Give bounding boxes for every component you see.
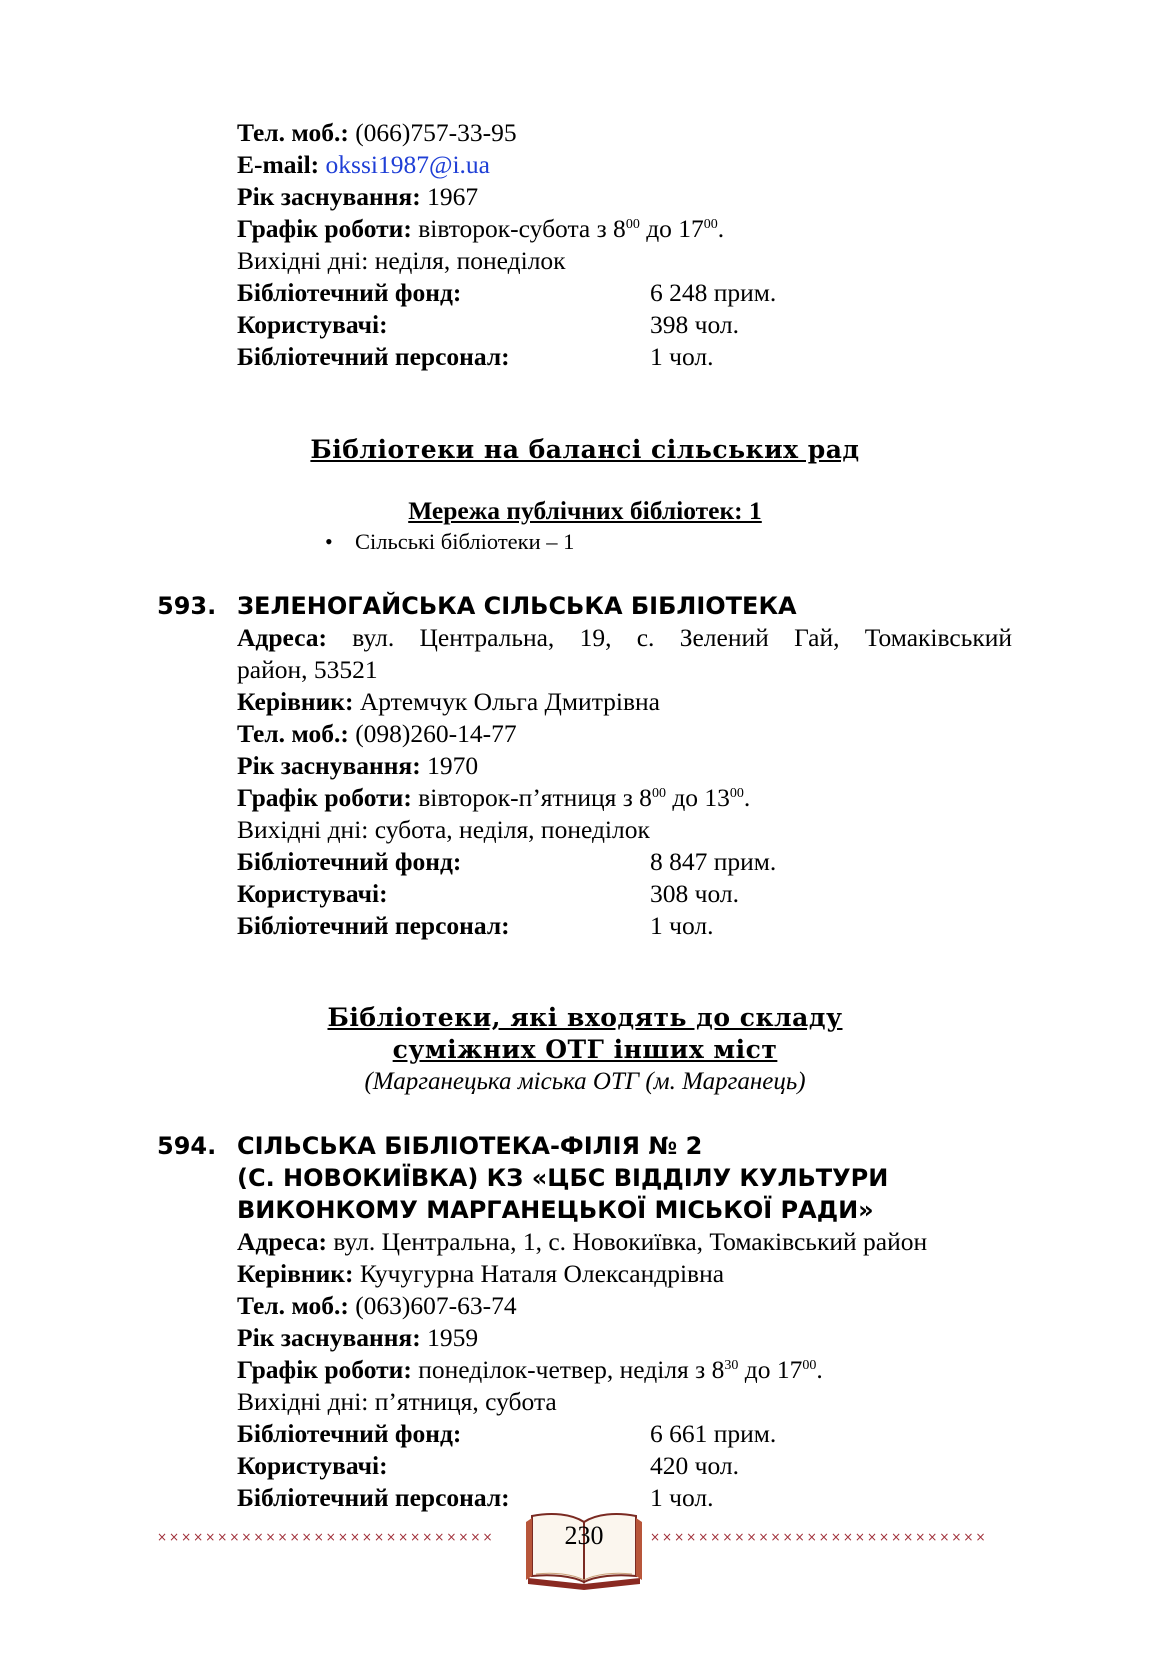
head-line [237, 686, 660, 718]
entry-title-3: ВИКОНКОМУ МАРГАНЕЦЬКОЇ МІСЬКОЇ РАДИ» [237, 1196, 874, 1224]
year-value: 1967 [427, 182, 479, 211]
year-label: Рік заснування: [237, 1323, 421, 1352]
users-label: Користувачі: [237, 1451, 388, 1480]
section-heading-village-councils: Бібліотеки на балансі сільських рад [310, 435, 860, 464]
fund-label: Бібліотечний фонд: [237, 278, 462, 307]
users-value: 398 чол. [650, 310, 739, 339]
email-label: E-mail: [237, 150, 320, 179]
schedule-text: вівторок-п’ятниця з 8 [418, 783, 652, 812]
staff-value: 1 чол. [650, 911, 714, 940]
tel-value: (098)260-14-77 [355, 719, 517, 748]
tel-label: Тел. моб.: [237, 719, 349, 748]
schedule-end: . [743, 783, 751, 812]
section-note: (Марганецька міська ОТГ (м. Марганець) [364, 1068, 806, 1095]
page-number: 230 [564, 1521, 604, 1550]
tel-line [237, 1290, 517, 1322]
schedule-sup: 30 [724, 1358, 739, 1373]
top-tel-line [237, 117, 517, 149]
fund-label: Бібліотечний фонд: [237, 1419, 462, 1448]
top-days-off: Вихідні дні: неділя, понеділок [237, 246, 566, 275]
entry-number: 594. [157, 1132, 217, 1160]
entry-title: СІЛЬСЬКА БІБЛІОТЕКА-ФІЛІЯ № 2 [237, 1132, 703, 1160]
network-subheading: Мережа публічних бібліотек: 1 [408, 496, 762, 525]
schedule-end: . [816, 1355, 823, 1384]
head-label: Керівник: [237, 1259, 354, 1288]
head-value: Артемчук Ольга Дмитрівна [359, 687, 660, 716]
year-line [237, 1322, 478, 1354]
users-label: Користувачі: [237, 879, 388, 908]
schedule-text: до 13 [665, 783, 730, 812]
head-value: Кучугурна Наталя Олександрівна [359, 1259, 725, 1288]
fund-value: 6 248 прим. [650, 278, 777, 307]
section-heading-otg: Бібліотеки, які входять до складу [327, 1003, 843, 1032]
schedule-sup: 00 [802, 1358, 817, 1373]
head-label: Керівник: [237, 687, 354, 716]
top-year-line [237, 181, 478, 213]
schedule-text: до 17 [738, 1355, 803, 1384]
footer-ornament-right: ×××××××××××××××××××××××××××× [650, 1530, 988, 1544]
schedule-sup: 00 [729, 786, 744, 801]
address-line-2: район, 53521 [237, 655, 378, 684]
schedule-sup: 00 [625, 217, 640, 232]
schedule-text: вівторок-субота з 8 [418, 214, 626, 243]
address-value: вул. Центральна, 19, с. Зелений Гай, Томаківський [352, 623, 1013, 652]
tel-label: Тел. моб.: [237, 118, 349, 147]
users-label: Користувачі: [237, 310, 388, 339]
entry-number: 593. [157, 592, 217, 620]
schedule-sup: 00 [651, 786, 666, 801]
year-label: Рік заснування: [237, 751, 421, 780]
tel-line [237, 718, 517, 750]
schedule-sup: 00 [703, 217, 718, 232]
email-link[interactable]: okssi1987@i.ua [325, 150, 490, 179]
schedule-label: Графік роботи: [237, 1355, 412, 1384]
entry-title: ЗЕЛЕНОГАЙСЬКА СІЛЬСЬКА БІБЛІОТЕКА [237, 592, 797, 620]
bullet-item: Сільські бібліотеки – 1 [355, 529, 575, 554]
days-off: Вихідні дні: п’ятниця, субота [237, 1387, 557, 1416]
bullet-icon: • [325, 529, 333, 554]
entry-title-2: (С. НОВОКИЇВКА) КЗ «ЦБС ВІДДІЛУ КУЛЬТУРИ [237, 1164, 889, 1192]
tel-value: (063)607-63-74 [355, 1291, 517, 1320]
staff-label: Бібліотечний персонал: [237, 911, 510, 940]
schedule-line [237, 1354, 823, 1386]
fund-value: 6 661 прим. [650, 1419, 777, 1448]
top-schedule-line [237, 213, 724, 245]
days-off: Вихідні дні: субота, неділя, понеділок [237, 815, 650, 844]
year-value: 1959 [427, 1323, 479, 1352]
year-value: 1970 [427, 751, 479, 780]
schedule-end: . [717, 214, 725, 243]
footer-ornament-left: ×××××××××××××××××××××××××××× [157, 1530, 495, 1544]
schedule-text: до 17 [639, 214, 704, 243]
top-email-line [237, 149, 490, 181]
head-line [237, 1258, 724, 1290]
schedule-label: Графік роботи: [237, 783, 412, 812]
staff-label: Бібліотечний персонал: [237, 342, 510, 371]
schedule-text: понеділок-четвер, неділя з 8 [418, 1355, 725, 1384]
schedule-line [237, 782, 750, 814]
address-value: вул. Центральна, 1, с. Новокиївка, Томаківський район [333, 1227, 928, 1256]
schedule-label: Графік роботи: [237, 214, 412, 243]
fund-value: 8 847 прим. [650, 847, 777, 876]
staff-value: 1 чол. [650, 1483, 714, 1512]
tel-value: (066)757-33-95 [355, 118, 517, 147]
year-label: Рік заснування: [237, 182, 421, 211]
address-label: Адреса: [237, 1227, 327, 1256]
address-line [237, 1226, 927, 1258]
staff-label: Бібліотечний персонал: [237, 1483, 510, 1512]
address-label: Адреса: [237, 623, 327, 652]
users-value: 308 чол. [650, 879, 739, 908]
year-line [237, 750, 478, 782]
users-value: 420 чол. [650, 1451, 739, 1480]
address-line [237, 622, 1012, 654]
staff-value: 1 чол. [650, 342, 714, 371]
section-heading-otg-2: суміжних ОТГ інших міст [392, 1035, 778, 1064]
tel-label: Тел. моб.: [237, 1291, 349, 1320]
fund-label: Бібліотечний фонд: [237, 847, 462, 876]
